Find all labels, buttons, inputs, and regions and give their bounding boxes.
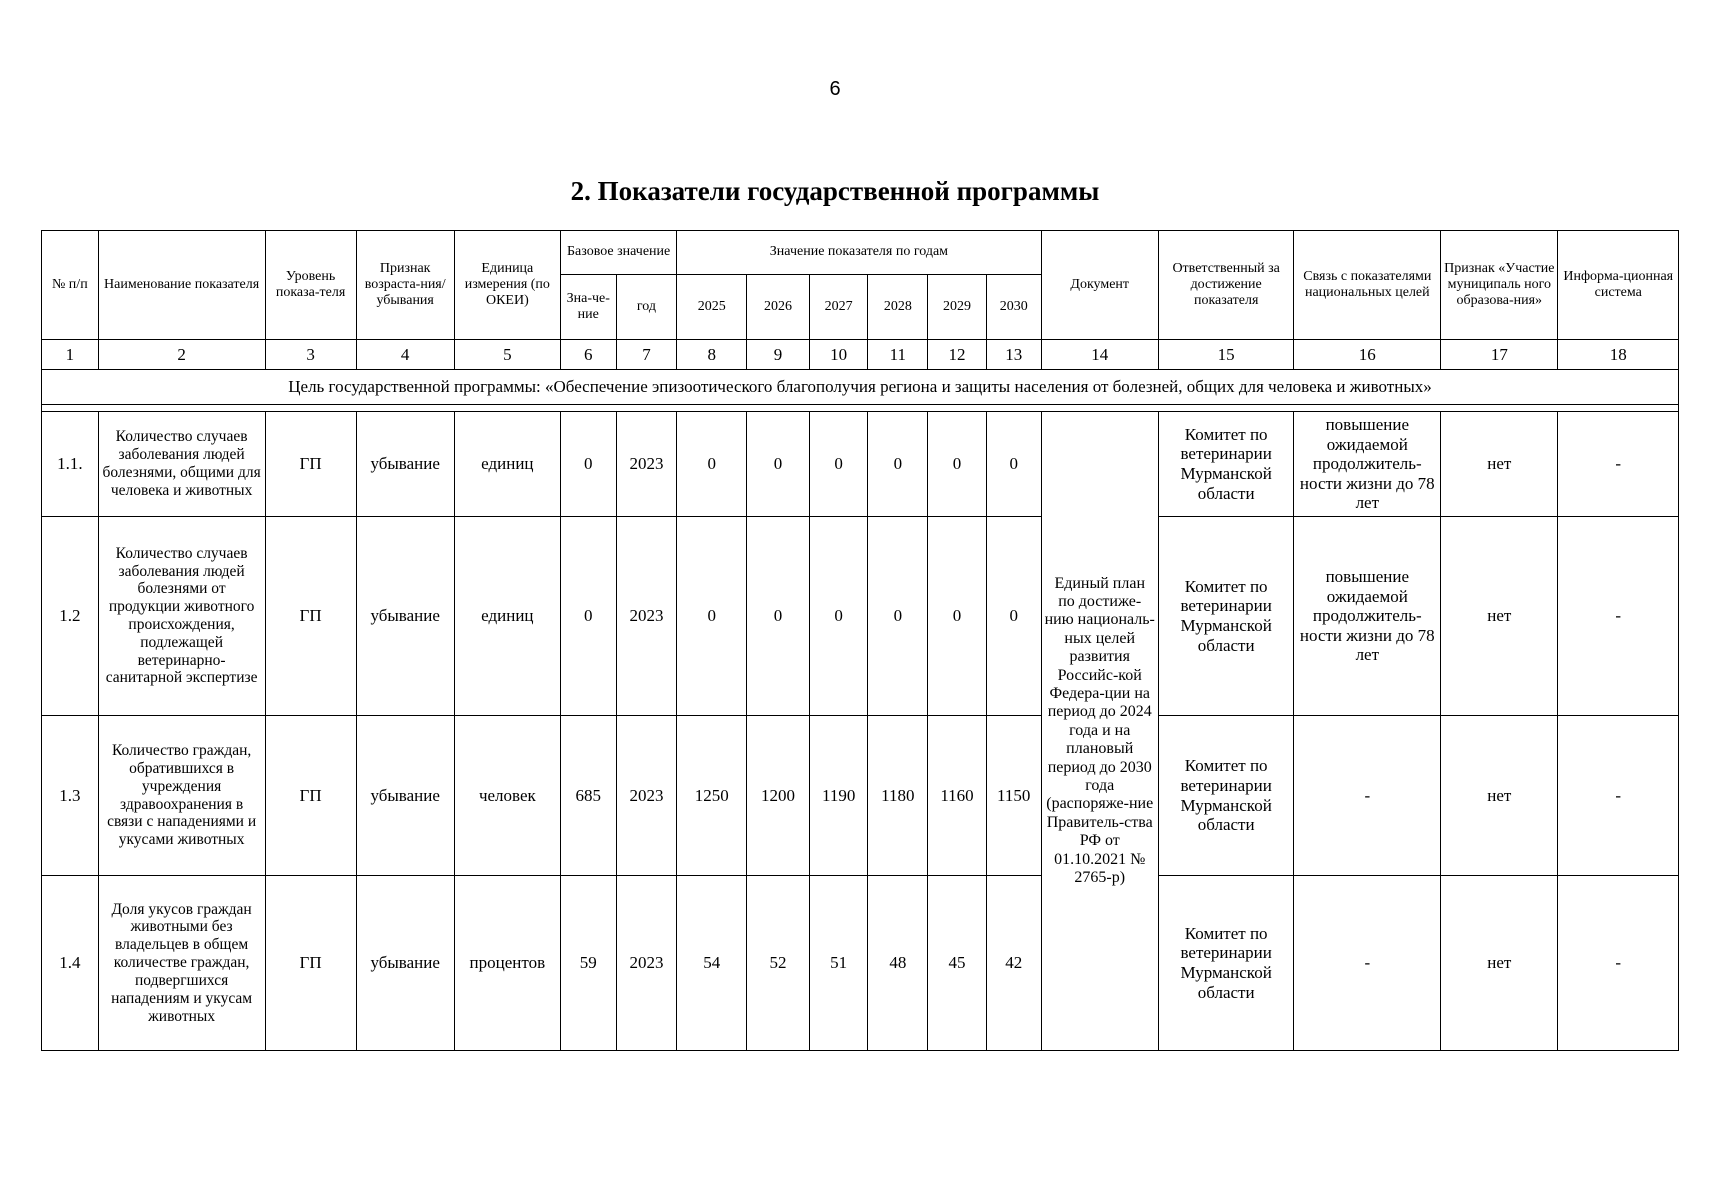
base-value: 0 <box>560 517 616 716</box>
header-info-system: Информа-ционная система <box>1558 231 1679 340</box>
program-goal: Цель государственной программы: «Обеспечение эпизоотического благополучия региона и защиты населения от болезней, общих для человека и животных» <box>42 370 1679 405</box>
header-base: Базовое значение <box>560 231 676 275</box>
goal-row <box>42 370 1679 405</box>
header-level: Уровень показа-теля <box>265 231 356 340</box>
column-numbers-row <box>42 340 1679 370</box>
header-trend: Признак возраста-ния/ убывания <box>356 231 454 340</box>
responsible-body: Комитет по ветеринарии Мурманской области <box>1158 412 1294 517</box>
row-num: 1.1. <box>42 412 99 517</box>
year-value: 0 <box>747 517 810 716</box>
year-value: 1150 <box>986 716 1041 876</box>
header-unit: Единица измерения (по ОКЕИ) <box>454 231 560 340</box>
base-value: 59 <box>560 876 616 1051</box>
header-municipal: Признак «Участие муниципаль ного образова-ния» <box>1441 231 1558 340</box>
header-year: 2025 <box>677 275 747 340</box>
header-year: 2028 <box>868 275 928 340</box>
base-value: 0 <box>560 412 616 517</box>
page-number: 6 <box>829 78 841 100</box>
indicator-trend: убывание <box>356 517 454 716</box>
indicator-level: ГП <box>265 876 356 1051</box>
base-value: 685 <box>560 716 616 876</box>
column-number: 13 <box>986 340 1041 370</box>
column-number: 5 <box>454 340 560 370</box>
year-value: 0 <box>928 412 987 517</box>
header-year: 2026 <box>747 275 810 340</box>
header-link: Связь с показателями национальных целей <box>1294 231 1441 340</box>
municipal-participation: нет <box>1441 517 1558 716</box>
column-number: 7 <box>616 340 677 370</box>
national-goal-link: - <box>1294 716 1441 876</box>
column-number: 3 <box>265 340 356 370</box>
column-number: 16 <box>1294 340 1441 370</box>
indicator-name: Количество граждан, обратившихся в учреждения здравоохранения в связи с нападениями и укусами животных <box>98 716 265 876</box>
column-number: 1 <box>42 340 99 370</box>
header-num: № п/п <box>42 231 99 340</box>
header-year: 2027 <box>809 275 868 340</box>
indicator-unit: человек <box>454 716 560 876</box>
column-number: 11 <box>868 340 928 370</box>
year-value: 0 <box>986 412 1041 517</box>
national-goal-link: повышение ожидаемой продолжитель-ности жизни до 78 лет <box>1294 412 1441 517</box>
base-year: 2023 <box>616 716 677 876</box>
year-value: 0 <box>677 412 747 517</box>
header-year: 2030 <box>986 275 1041 340</box>
responsible-body: Комитет по ветеринарии Мурманской области <box>1158 876 1294 1051</box>
indicator-trend: убывание <box>356 716 454 876</box>
year-value: 1200 <box>747 716 810 876</box>
base-year: 2023 <box>616 517 677 716</box>
info-system: - <box>1558 716 1679 876</box>
column-number: 6 <box>560 340 616 370</box>
row-num: 1.4 <box>42 876 99 1051</box>
spacer-row <box>42 405 1679 412</box>
municipal-participation: нет <box>1441 716 1558 876</box>
base-year: 2023 <box>616 412 677 517</box>
indicator-trend: убывание <box>356 876 454 1051</box>
table-row <box>42 412 1679 517</box>
column-number: 10 <box>809 340 868 370</box>
indicator-level: ГП <box>265 412 356 517</box>
year-value: 0 <box>677 517 747 716</box>
municipal-participation: нет <box>1441 412 1558 517</box>
year-value: 0 <box>747 412 810 517</box>
indicators-table <box>41 230 1679 1051</box>
municipal-participation: нет <box>1441 876 1558 1051</box>
national-goal-link: - <box>1294 876 1441 1051</box>
indicator-trend: убывание <box>356 412 454 517</box>
column-number: 2 <box>98 340 265 370</box>
indicator-unit: единиц <box>454 517 560 716</box>
table-row <box>42 716 1679 876</box>
spacer <box>42 405 1679 412</box>
header-document: Документ <box>1041 231 1158 340</box>
table-row <box>42 517 1679 716</box>
column-number: 12 <box>928 340 987 370</box>
national-goal-link: повышение ожидаемой продолжитель-ности жизни до 78 лет <box>1294 517 1441 716</box>
column-number: 9 <box>747 340 810 370</box>
responsible-body: Комитет по ветеринарии Мурманской области <box>1158 517 1294 716</box>
year-value: 1250 <box>677 716 747 876</box>
year-value: 51 <box>809 876 868 1051</box>
year-value: 0 <box>868 517 928 716</box>
base-year: 2023 <box>616 876 677 1051</box>
indicator-name: Количество случаев заболевания людей болезнями от продукции животного происхождения, подлежащей ветеринарно-санитарной экспертизе <box>98 517 265 716</box>
info-system: - <box>1558 876 1679 1051</box>
responsible-body: Комитет по ветеринарии Мурманской области <box>1158 716 1294 876</box>
column-number: 14 <box>1041 340 1158 370</box>
year-value: 48 <box>868 876 928 1051</box>
column-number: 8 <box>677 340 747 370</box>
table-row <box>42 876 1679 1051</box>
year-value: 0 <box>928 517 987 716</box>
column-number: 18 <box>1558 340 1679 370</box>
document-reference: Единый план по достиже-нию националь-ных целей развития Российс-кой Федера-ции на период до 2024 года и на плановый период до 2030 года (распоряже-ние Правитель-ства РФ от 01.10.2021 № 2765-р) <box>1041 412 1158 1051</box>
indicator-unit: процентов <box>454 876 560 1051</box>
row-num: 1.2 <box>42 517 99 716</box>
year-value: 45 <box>928 876 987 1051</box>
indicator-name: Количество случаев заболевания людей болезнями, общими для человека и животных <box>98 412 265 517</box>
page-title: 2. Показатели государственной программы <box>570 176 1100 206</box>
header-base-year: год <box>616 275 677 340</box>
year-value: 1180 <box>868 716 928 876</box>
year-value: 0 <box>868 412 928 517</box>
year-value: 1190 <box>809 716 868 876</box>
row-num: 1.3 <box>42 716 99 876</box>
column-number: 17 <box>1441 340 1558 370</box>
indicator-unit: единиц <box>454 412 560 517</box>
header-responsible: Ответственный за достижение показателя <box>1158 231 1294 340</box>
year-value: 0 <box>809 412 868 517</box>
indicator-name: Доля укусов граждан животными без владельцев в общем количестве граждан, подвергшихся нападениям и укусам животных <box>98 876 265 1051</box>
year-value: 0 <box>986 517 1041 716</box>
year-value: 0 <box>809 517 868 716</box>
column-number: 15 <box>1158 340 1294 370</box>
header-row-1 <box>42 231 1679 275</box>
header-year: 2029 <box>928 275 987 340</box>
year-value: 52 <box>747 876 810 1051</box>
indicator-level: ГП <box>265 517 356 716</box>
year-value: 54 <box>677 876 747 1051</box>
column-number: 4 <box>356 340 454 370</box>
header-name: Наименование показателя <box>98 231 265 340</box>
header-base-value: Зна-че-ние <box>560 275 616 340</box>
header-by-years: Значение показателя по годам <box>677 231 1041 275</box>
info-system: - <box>1558 517 1679 716</box>
year-value: 42 <box>986 876 1041 1051</box>
year-value: 1160 <box>928 716 987 876</box>
info-system: - <box>1558 412 1679 517</box>
indicator-level: ГП <box>265 716 356 876</box>
